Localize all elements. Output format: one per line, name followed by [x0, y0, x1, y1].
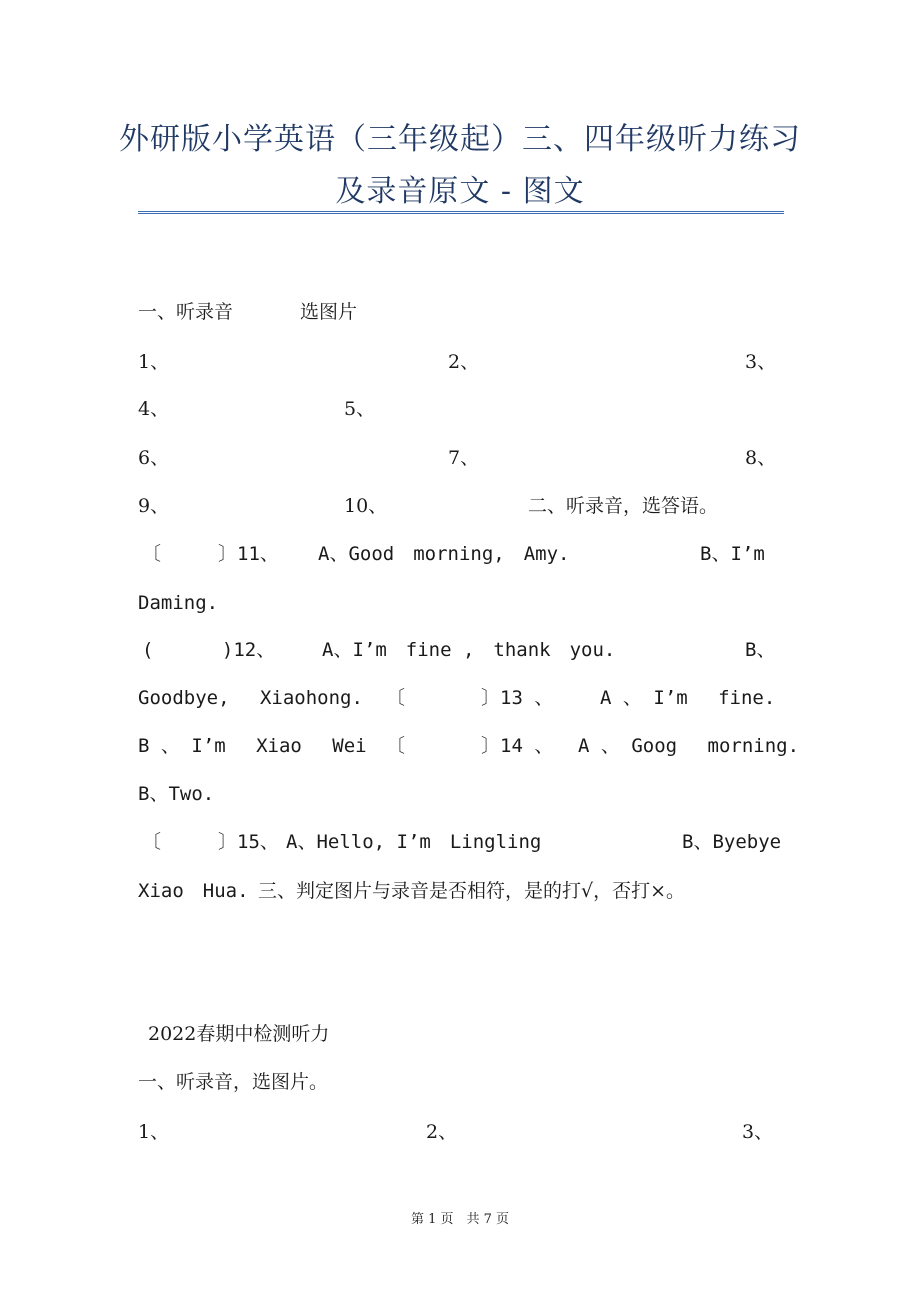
section1-heading-b: 选图片: [300, 301, 358, 323]
section2-heading: 二、听录音，选答语。: [528, 495, 719, 517]
q13-number: 〔 〕13 、: [386, 687, 554, 709]
part2-title: 2022春期中检测听力: [148, 1023, 330, 1045]
q14-option-a: A 、 Goog morning.: [578, 735, 800, 757]
q15-option-a: A、Hello, I’m Lingling: [286, 831, 542, 853]
item-3: 3、: [745, 351, 777, 373]
part2-heading: 一、听录音，选图片。: [138, 1071, 329, 1093]
part2-item-1: 1、: [138, 1121, 170, 1143]
q12-number: ( )12、: [142, 639, 276, 661]
q12-option-b: B、: [745, 639, 776, 661]
part2-item-3: 3、: [742, 1121, 774, 1143]
q11-option-b: B、I’m: [700, 543, 765, 565]
item-8: 8、: [745, 447, 777, 469]
item-7: 7、: [448, 447, 480, 469]
q13-option-b: B 、 I’m Xiao Wei: [138, 735, 367, 757]
q15-option-b-cont: Xiao Hua.: [138, 880, 249, 902]
item-9: 9、: [138, 495, 170, 517]
page-number: 第 1 页 共 7 页: [410, 1212, 510, 1227]
item-6: 6、: [138, 447, 170, 469]
q13-option-a: A 、 I’m fine.: [600, 687, 776, 709]
item-2: 2、: [448, 351, 480, 373]
q12-option-a: A、I’m fine , thank you.: [322, 639, 616, 661]
item-1: 1、: [138, 351, 170, 373]
q11-option-a: A、Good morning, Amy.: [318, 543, 570, 565]
q15-number: 〔 〕15、: [142, 831, 279, 853]
part2-item-2: 2、: [426, 1121, 458, 1143]
q14-number: 〔 〕14 、: [386, 735, 554, 757]
document-title-line1: 外研版小学英语（三年级起）三、四年级听力练习: [119, 122, 801, 157]
title-divider: [138, 211, 784, 214]
q12-option-b-cont: Goodbye, Xiaohong.: [138, 687, 363, 709]
document-title-line2: 及录音原文 - 图文: [335, 174, 585, 209]
q11-number: 〔 〕11、: [142, 543, 279, 565]
q14-option-b: B、Two.: [138, 783, 215, 805]
item-5: 5、: [344, 398, 376, 420]
section1-heading-a: 一、听录音: [138, 301, 234, 323]
item-4: 4、: [138, 398, 170, 420]
item-10: 10、: [344, 495, 388, 517]
section3-heading: 三、判定图片与录音是否相符，是的打√，否打×。: [258, 880, 686, 902]
q15-option-b: B、Byebye: [682, 831, 782, 853]
q11-option-b-cont: Daming.: [138, 592, 219, 614]
